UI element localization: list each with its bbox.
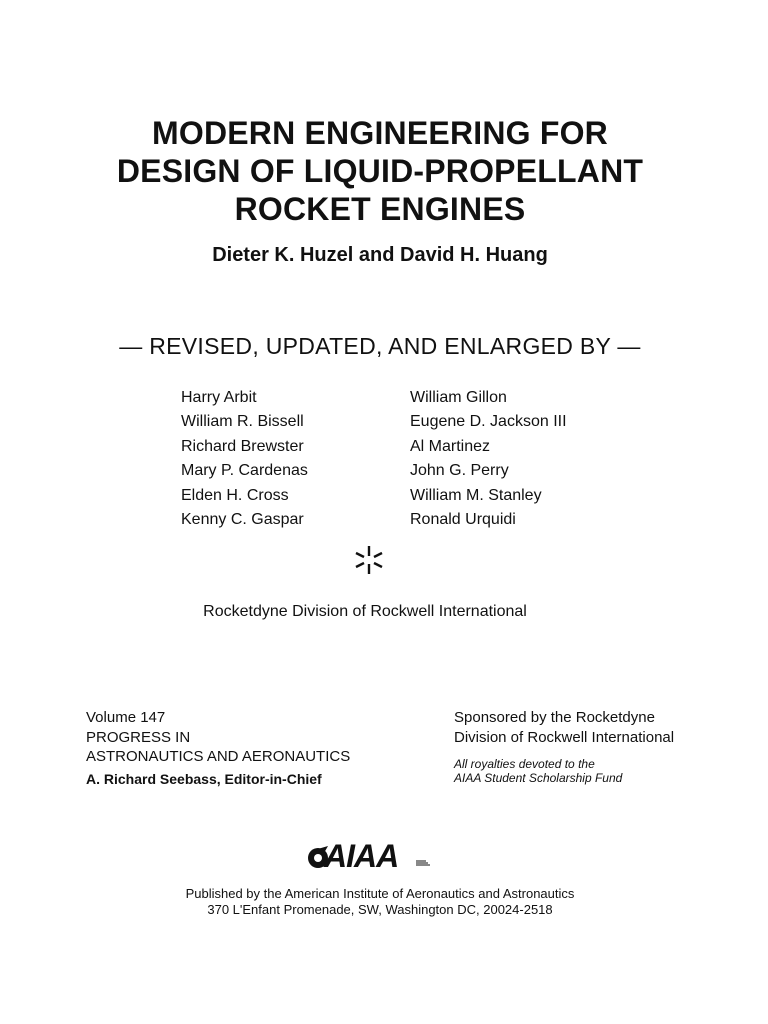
division-line: Rocketdyne Division of Rockwell International: [203, 603, 527, 620]
authors: Dieter K. Huzel and David H. Huang: [212, 244, 548, 266]
contributor-name: Elden H. Cross: [181, 486, 289, 504]
royalties-line: All royalties devoted to the: [454, 757, 595, 771]
book-title: [60, 114, 700, 228]
series-name-line: ASTRONAUTICS AND AERONAUTICS: [86, 748, 351, 765]
contributor-name: Richard Brewster: [181, 437, 304, 455]
title-line: MODERN ENGINEERING FOR: [152, 115, 608, 151]
title-line: ROCKET ENGINES: [234, 191, 526, 227]
contributor-name: William M. Stanley: [410, 486, 542, 504]
publisher-info: [60, 886, 700, 918]
royalties-line: AIAA Student Scholarship Fund: [454, 771, 623, 785]
contributor-name: Harry Arbit: [181, 389, 257, 406]
aiaa-logo-icon: [306, 838, 446, 874]
contributors-left-column: [181, 386, 308, 532]
contributor-name: Ronald Urquidi: [410, 510, 516, 528]
aiaa-logo-text: AIAA: [324, 838, 399, 874]
asterisk-ornament-icon: [352, 543, 386, 577]
contributor-name: William R. Bissell: [181, 413, 304, 431]
publisher-address: 370 L'Enfant Promenade, SW, Washington DC, 20024-2518: [207, 902, 553, 917]
contributor-name: Mary P. Cardenas: [181, 462, 308, 480]
sponsor-line: Sponsored by the Rocketdyne: [454, 709, 655, 726]
contributor-name: Al Martinez: [410, 437, 491, 455]
contributor-name: William Gillon: [410, 389, 507, 406]
title-line: DESIGN OF LIQUID-PROPELLANT: [116, 153, 644, 189]
series-info: [86, 708, 350, 789]
volume-number: Volume 147: [86, 709, 166, 726]
contributor-name: John G. Perry: [410, 462, 509, 480]
revised-by-heading: — REVISED, UPDATED, AND ENLARGED BY —: [119, 333, 641, 359]
sponsor-info: [454, 708, 674, 785]
sponsor-line: Division of Rockwell International: [454, 728, 675, 746]
series-name-line: PROGRESS IN: [86, 728, 191, 746]
editor-in-chief: A. Richard Seebass, Editor-in-Chief: [86, 770, 322, 787]
royalties-note: [454, 757, 674, 785]
contributor-name: Eugene D. Jackson III: [410, 413, 567, 431]
publisher-line: Published by the American Institute of Aeronautics and Astronautics: [185, 886, 575, 901]
contributor-name: Kenny C. Gaspar: [181, 510, 304, 528]
contributors-right-column: [410, 386, 567, 532]
logo-speed-lines-icon: [416, 860, 430, 866]
